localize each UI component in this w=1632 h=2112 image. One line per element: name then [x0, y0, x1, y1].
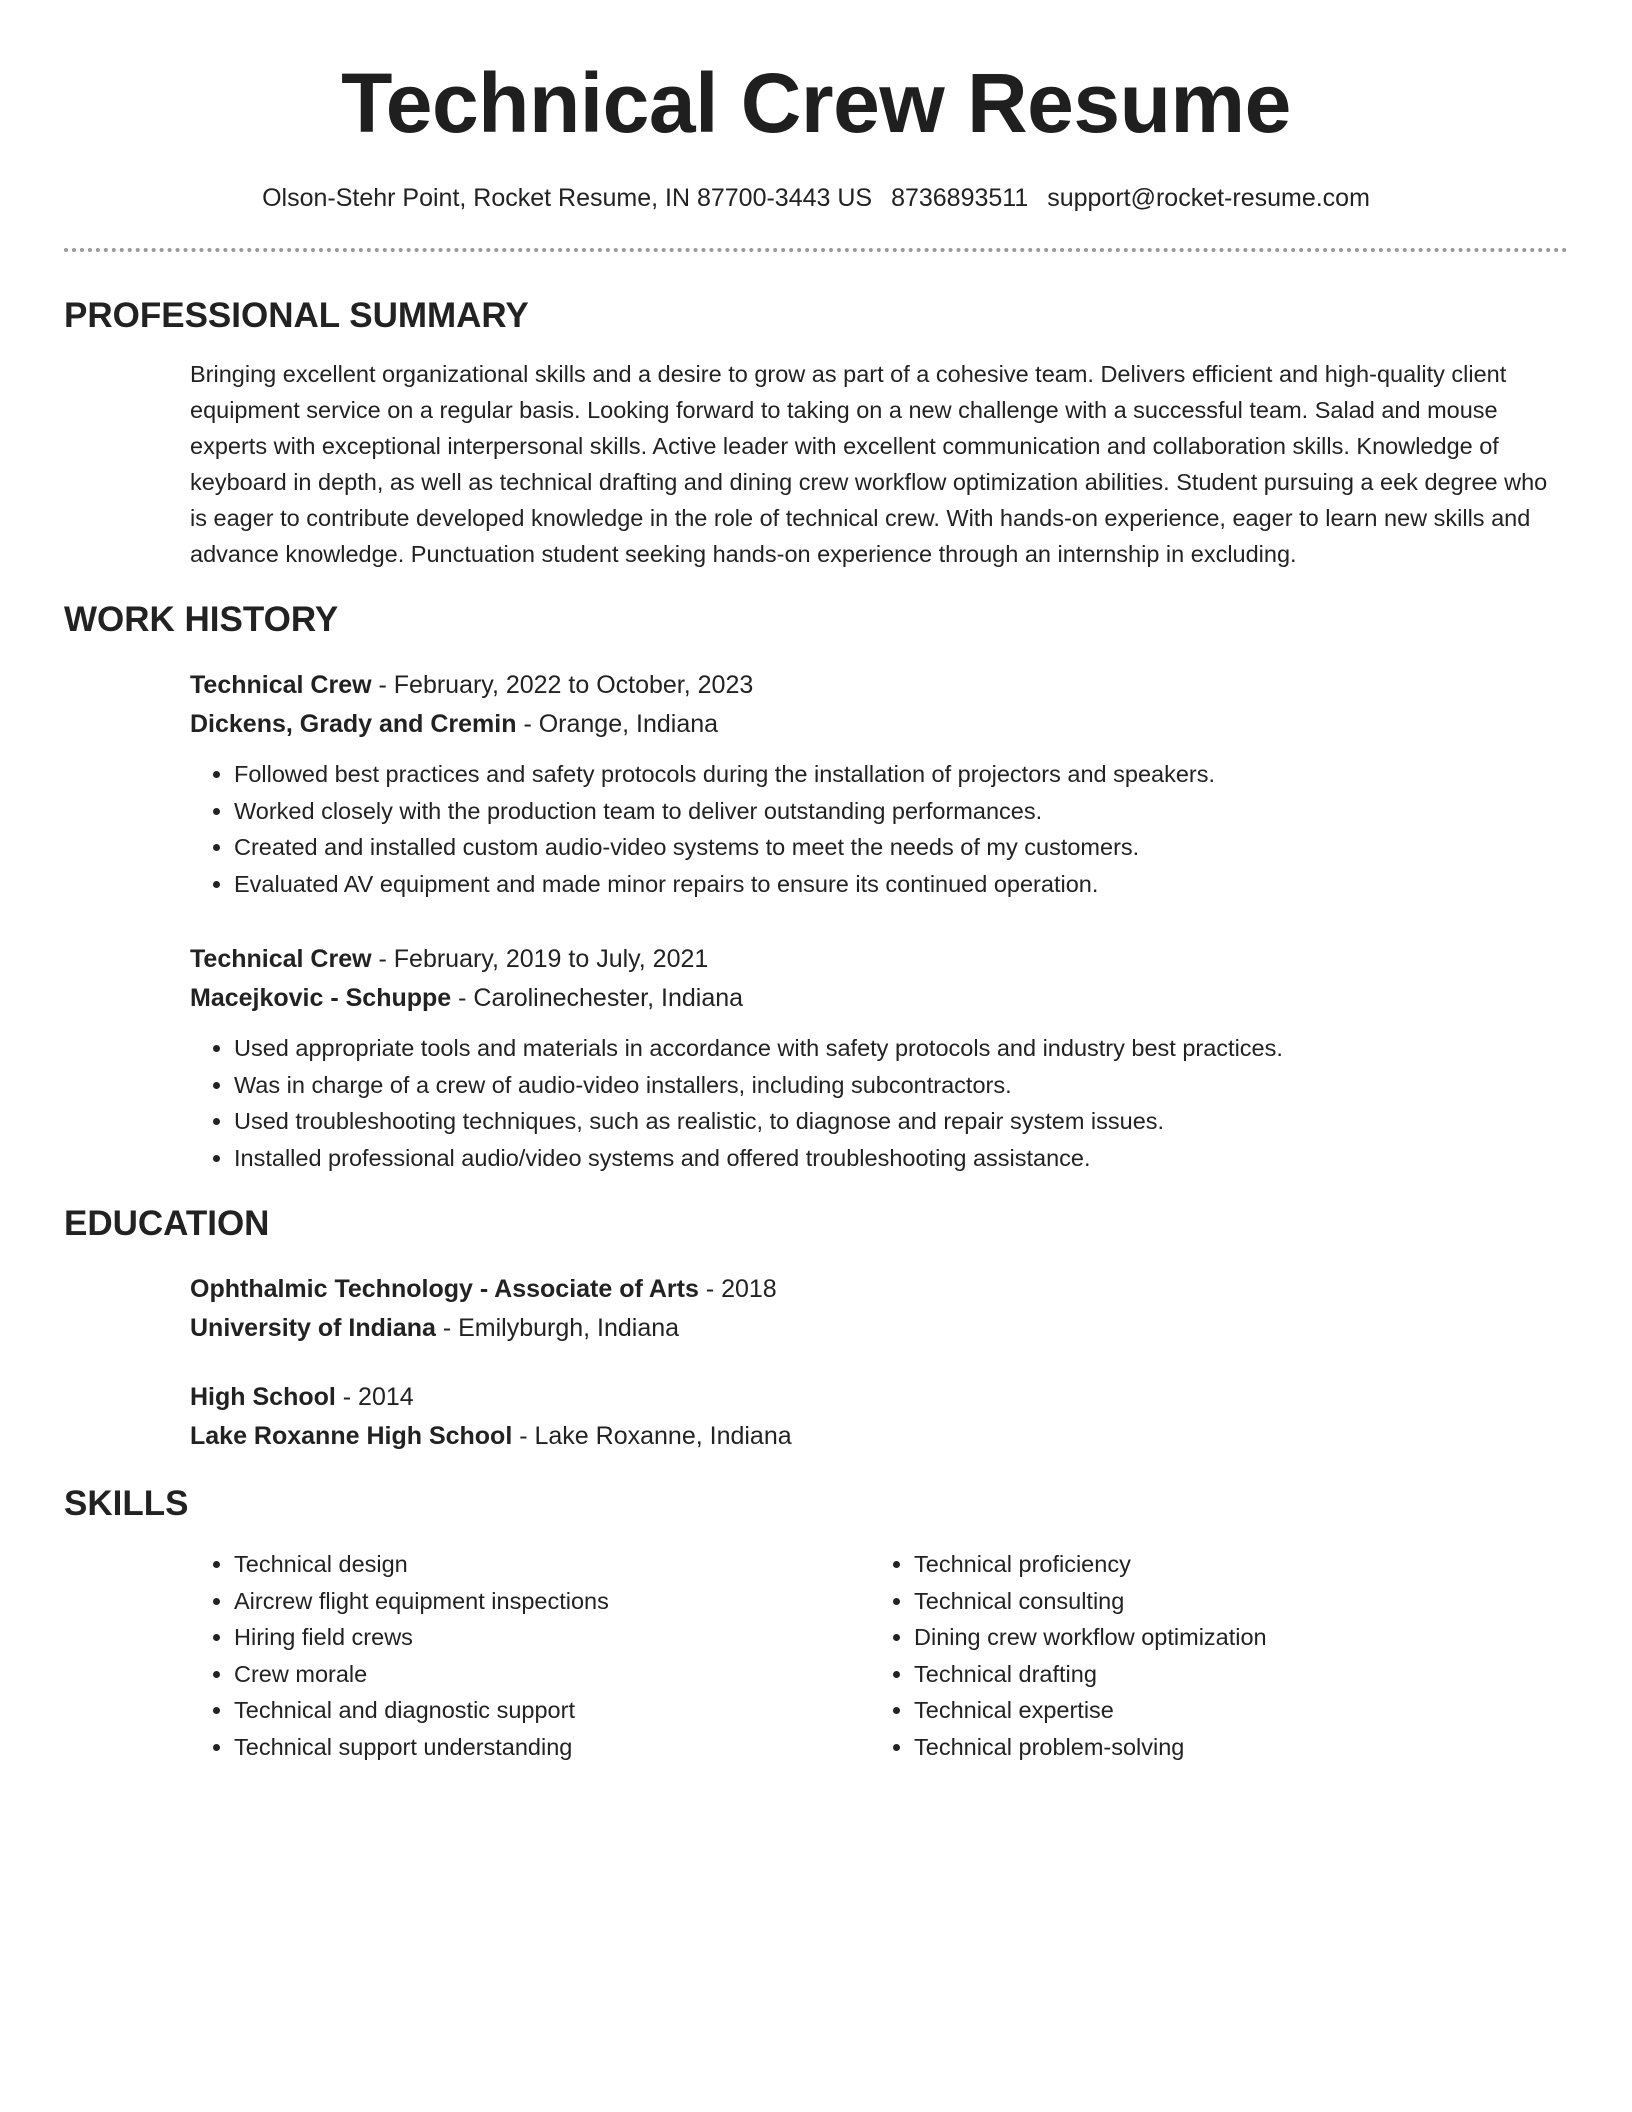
skill-item: • Technical drafting — [914, 1656, 1550, 1693]
job-bullet: • Installed professional audio/video systems and offered troubleshooting assistance. — [234, 1140, 1568, 1177]
summary-text: Bringing excellent organizational skills and a desire to grow as part of a cohesive team. Delivers efficient and high-quality client equipment service on a regular basis. Looking forward to taking on a new challenge with a successful team. Salad and mouse experts with exceptional interpersonal skills. Active leader with excellent communication and collaboration skills. Knowledge of keyboard in depth, as well as technical drafting and dining crew workflow optimization abilities. Student pursuing a eek degree who is eager to contribute developed knowledge in the role of technical crew. With hands-on experience, eager to learn new skills and advance knowledge. Punctuation student seeking hands-on experience through an internship in excluding. — [190, 361, 1548, 567]
job-company: Macejkovic - Schuppe — [190, 984, 452, 1012]
skill-item: • Technical expertise — [914, 1692, 1550, 1729]
job-position: Technical Crew — [190, 945, 372, 973]
education-location: - Emilyburgh, Indiana — [435, 1314, 680, 1342]
education-degree: High School — [190, 1383, 336, 1411]
job-location: - Orange, Indiana — [516, 710, 719, 738]
header-divider — [64, 248, 1568, 252]
education-degree-line — [190, 1378, 1568, 1417]
job-title-line — [190, 666, 1568, 705]
skill-item: • Technical consulting — [914, 1583, 1550, 1620]
job-bullet: • Evaluated AV equipment and made minor repairs to ensure its continued operation. — [234, 866, 1568, 903]
contact-line — [64, 182, 1568, 214]
job-title-line — [190, 940, 1568, 979]
job-dates: - February, 2019 to July, 2021 — [371, 945, 709, 973]
job-bullet: • Was in charge of a crew of audio-video installers, including subcontractors. — [234, 1067, 1568, 1104]
section-title-skills: SKILLS — [64, 1484, 189, 1523]
skill-item: • Technical support understanding — [234, 1729, 870, 1766]
contact-phone: 8736893511 — [891, 184, 1029, 212]
education-degree-line — [190, 1270, 1568, 1309]
education-entry — [190, 1270, 1568, 1348]
skills-grid — [190, 1546, 1568, 1765]
job-bullet: • Followed best practices and safety protocols during the installation of projectors and speakers. — [234, 756, 1568, 793]
job-bullet: • Created and installed custom audio-video systems to meet the needs of my customers. — [234, 829, 1568, 866]
skills-column-left — [190, 1546, 870, 1765]
job-position: Technical Crew — [190, 671, 372, 699]
job-company-line — [190, 705, 1568, 744]
skill-item: • Aircrew flight equipment inspections — [234, 1583, 870, 1620]
skill-item: • Technical and diagnostic support — [234, 1692, 870, 1729]
job-bullets — [190, 756, 1568, 902]
skill-item: • Technical problem-solving — [914, 1729, 1550, 1766]
contact-email: support@rocket-resume.com — [1047, 184, 1370, 212]
job-entry — [190, 666, 1568, 902]
job-dates: - February, 2022 to October, 2023 — [371, 671, 754, 699]
section-title-work-history: WORK HISTORY — [64, 600, 339, 639]
resume-title: Technical Crew Resume — [341, 56, 1291, 150]
skill-item: • Technical design — [234, 1546, 870, 1583]
education-year: - 2018 — [698, 1275, 777, 1303]
education-school-line — [190, 1309, 1568, 1348]
skills-column-right — [870, 1546, 1550, 1765]
job-entry — [190, 940, 1568, 1176]
job-company: Dickens, Grady and Cremin — [190, 710, 517, 738]
education-school: Lake Roxanne High School — [190, 1422, 513, 1450]
section-title-summary: PROFESSIONAL SUMMARY — [64, 296, 529, 335]
skill-item: • Dining crew workflow optimization — [914, 1619, 1550, 1656]
education-degree: Ophthalmic Technology - Associate of Arts — [190, 1275, 699, 1303]
skill-item: • Hiring field crews — [234, 1619, 870, 1656]
job-bullet: • Used appropriate tools and materials in accordance with safety protocols and industry best practices. — [234, 1030, 1568, 1067]
job-location: - Carolinechester, Indiana — [451, 984, 744, 1012]
education-school-line — [190, 1417, 1568, 1456]
job-company-line — [190, 979, 1568, 1018]
section-title-education: EDUCATION — [64, 1204, 270, 1243]
education-year: - 2014 — [335, 1383, 414, 1411]
education-entry — [190, 1378, 1568, 1456]
job-bullet: • Used troubleshooting techniques, such as realistic, to diagnose and repair system issues. — [234, 1103, 1568, 1140]
contact-address: Olson-Stehr Point, Rocket Resume, IN 87700-3443 US — [262, 184, 873, 212]
education-location: - Lake Roxanne, Indiana — [512, 1422, 792, 1450]
job-bullets — [190, 1030, 1568, 1176]
skill-item: • Technical proficiency — [914, 1546, 1550, 1583]
skill-item: • Crew morale — [234, 1656, 870, 1693]
job-bullet: • Worked closely with the production team to deliver outstanding performances. — [234, 793, 1568, 830]
education-school: University of Indiana — [190, 1314, 436, 1342]
resume-page — [64, 0, 1568, 1765]
